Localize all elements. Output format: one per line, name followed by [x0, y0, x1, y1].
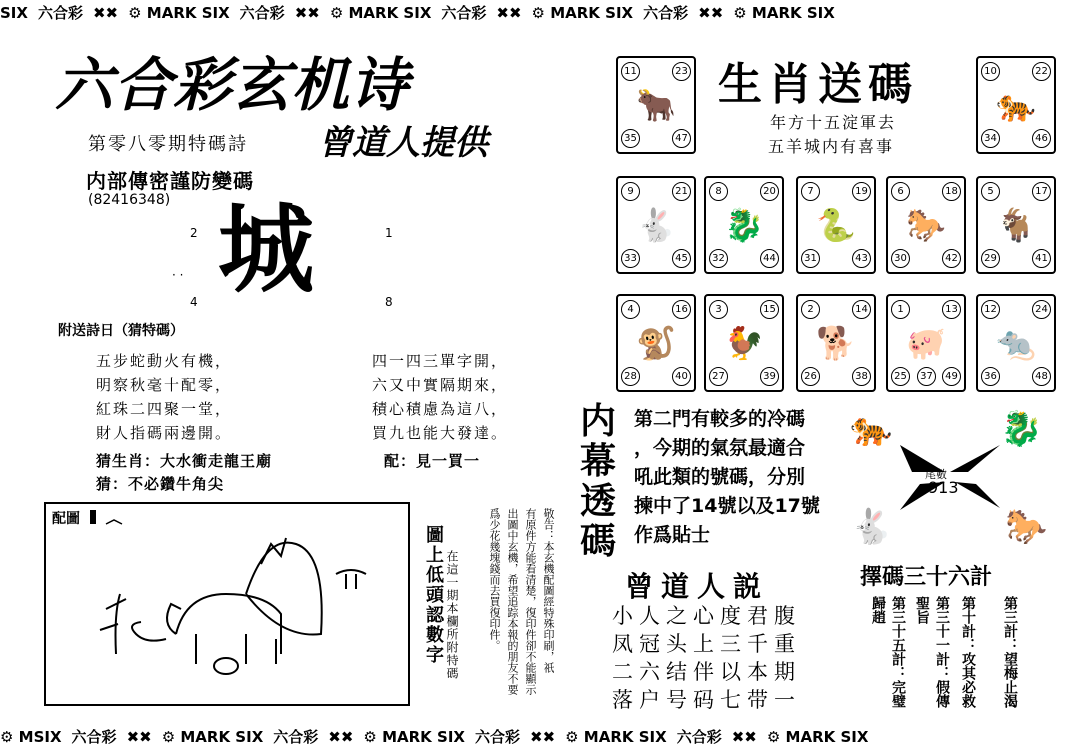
card-number: 3: [709, 300, 728, 319]
card-number: 35: [621, 129, 640, 148]
band-item: 六合彩: [474, 728, 520, 746]
header-band: [0, 0, 1080, 26]
poem-left-line: 紅珠二四聚一堂，: [96, 400, 233, 418]
card-number: 4: [621, 300, 640, 319]
saying-line: 落户号码七带一: [612, 688, 801, 712]
band-item: 六合彩: [643, 4, 689, 22]
band-item: ⚙ MARK SIX: [161, 728, 264, 746]
saying-line: 二六结伴以本期: [612, 660, 801, 684]
inside-line: ，今期的氣氛最適合: [634, 437, 806, 459]
notice-col: 出圖中玄機，希望追踪本報的朋友不要: [506, 508, 519, 695]
ox-icon: 🐂: [636, 86, 676, 124]
inside-line: 作爲貼士: [634, 524, 711, 546]
dragon-icon: 🐉: [724, 206, 764, 244]
page-title: 六合彩玄机诗: [55, 51, 410, 119]
zodiac-poem-line: 五羊城内有喜事: [768, 137, 895, 156]
card-number: 13: [942, 300, 961, 319]
card-number: 10: [981, 62, 1000, 81]
snake-icon: 🐍: [816, 206, 856, 244]
svg-text:🐎: 🐎: [1005, 507, 1048, 547]
notice-col: 爲少花幾塊錢而去買復印件。: [488, 508, 501, 651]
card-number: 33: [621, 249, 640, 268]
card-number: 14: [852, 300, 871, 319]
band-item: ✖✖: [698, 4, 724, 22]
poem-right-line: 四一四三單字開，: [372, 352, 509, 370]
zodiac-card-rooster: [704, 294, 784, 392]
band-item: ⚙ MARK SIX: [329, 4, 432, 22]
card-number: 30: [891, 249, 910, 268]
dots: · ·: [172, 268, 184, 282]
zodiac-card-dog: [796, 294, 876, 392]
strategy-title: 擇碼三十六計: [860, 565, 993, 590]
band-item: 六合彩: [441, 4, 487, 22]
poem-right-line: 買九也能大發達。: [372, 424, 509, 442]
band-item: 六合彩: [37, 4, 83, 22]
card-number: 5: [981, 182, 1000, 201]
rabbit-icon: 🐇: [636, 206, 676, 244]
card-number: 24: [1032, 300, 1051, 319]
card-number: 42: [942, 249, 961, 268]
card-number: 44: [760, 249, 779, 268]
zodiac-card-horse: [886, 176, 966, 274]
card-number: 45: [672, 249, 691, 268]
card-number: 25: [891, 367, 910, 386]
strategy-col: 第三十五計：完璧歸趙: [870, 596, 906, 708]
band-item: 六合彩: [676, 728, 722, 746]
card-number: 19: [852, 182, 871, 201]
band-item: SIX: [0, 4, 28, 22]
card-number: 20: [760, 182, 779, 201]
figure-label: 配圖: [52, 511, 80, 527]
inside-text: [634, 405, 844, 550]
card-number: 40: [672, 367, 691, 386]
card-number: 17: [1032, 182, 1051, 201]
card-number: 43: [852, 249, 871, 268]
band-item: ✖✖: [294, 4, 320, 22]
band-item: 六合彩: [71, 728, 117, 746]
dog-icon: 🐕: [816, 324, 856, 362]
card-number: 38: [852, 367, 871, 386]
band-item: ⚙ MARK SIX: [128, 4, 230, 22]
saying-line: 小人之心度君腹: [612, 604, 801, 628]
big-character: 城: [218, 194, 314, 306]
provider-title: 曾道人提供: [318, 123, 488, 163]
zodiac-card-snake: [796, 176, 876, 274]
saying-title: 曾道人説: [625, 570, 770, 603]
secret-line: 内部傳密謹防變碼: [86, 169, 254, 193]
tiger-icon: 🐅: [996, 86, 1036, 124]
card-number: 28: [621, 367, 640, 386]
poem-left-line: 財人指碼兩邊開。: [96, 424, 233, 442]
card-number: 18: [942, 182, 961, 201]
card-number: 49: [942, 367, 961, 386]
pig-icon: 🐖: [906, 324, 946, 362]
band-item: ⚙ MARK SIX: [531, 4, 634, 22]
card-number: 32: [709, 249, 728, 268]
tail-value: 913: [928, 478, 959, 497]
card-number: 23: [672, 62, 691, 81]
corner-number: 8: [385, 295, 393, 309]
inside-line: 吼此類的號碼，分別: [634, 466, 806, 488]
band-item: ✖✖: [731, 728, 757, 746]
horse-icon: 🐎: [906, 206, 946, 244]
saying-line: 凤冠头上三千重: [612, 632, 801, 656]
saying-grid: [612, 602, 801, 714]
band-item: ⚙ MARK SIX: [733, 4, 835, 22]
match-hint: 配：見一買一: [384, 452, 481, 470]
monkey-icon: 🐒: [636, 324, 676, 362]
corner-number: 2: [190, 226, 198, 240]
zodiac-card-monkey: [616, 294, 696, 392]
card-number: 46: [1032, 129, 1051, 148]
zodiac-card-rabbit: [616, 176, 696, 274]
zodiac-card-pig: [886, 294, 966, 392]
strategy-col: 第三計：望梅止渴: [1002, 596, 1018, 708]
guess-hint: 猜：不必鑽牛角尖: [96, 475, 225, 493]
card-number: 8: [709, 182, 728, 201]
zodiac-card-dragon: [704, 176, 784, 274]
corner-number: 1: [385, 226, 393, 240]
card-number: 47: [672, 129, 691, 148]
band-item: 六合彩: [273, 728, 319, 746]
strategy-col: 第十計：攻其必救: [960, 596, 976, 708]
figure-box: [44, 502, 410, 706]
zodiac-card-ox: [616, 56, 696, 154]
band-item: ⚙ MARK SIX: [766, 728, 869, 746]
band-item: 六合彩: [239, 4, 285, 22]
card-number: 26: [801, 367, 820, 386]
card-number: 7: [801, 182, 820, 201]
poem-left-line: 明察秋毫十配零，: [96, 376, 233, 394]
card-number: 1: [891, 300, 910, 319]
band-item: ✖✖: [328, 728, 354, 746]
zodiac-poem-line: 年方十五淀軍去: [770, 113, 897, 132]
card-number: 16: [672, 300, 691, 319]
band-item: ✖✖: [496, 4, 522, 22]
footer-band: [0, 724, 1080, 750]
phone-number: (82416348): [88, 192, 171, 208]
poem-right-line: 六又中實隔期來，: [372, 376, 509, 394]
band-item: ⚙ MSIX: [0, 728, 62, 746]
card-number: 22: [1032, 62, 1051, 81]
card-number: 21: [672, 182, 691, 201]
notice-col: 敬告：本玄機配圖經特殊印刷，祇: [542, 508, 555, 673]
band-item: ⚙ MARK SIX: [565, 728, 667, 746]
card-number: 12: [981, 300, 1000, 319]
band-item: ✖✖: [530, 728, 556, 746]
issue-label: 第零八零期特碼詩: [88, 134, 248, 155]
inside-label: 内幕透碼: [580, 401, 617, 562]
band-item: ✖✖: [126, 728, 152, 746]
goat-icon: 🐐: [996, 206, 1036, 244]
caption-main: 圖上低頭認數字: [423, 525, 444, 665]
poem-right-line: 積心積慮為這八，: [372, 400, 509, 418]
zodiac-title: 生肖送碼: [718, 59, 918, 110]
inside-line: 第二門有較多的冷碼: [634, 408, 806, 430]
card-number: 11: [621, 62, 640, 81]
card-number: 37: [917, 367, 936, 386]
rooster-icon: 🐓: [724, 324, 764, 362]
caption-sub: 在這一期本欄所附特碼: [445, 550, 459, 680]
card-number: 34: [981, 129, 1000, 148]
card-number: 36: [981, 367, 1000, 386]
zodiac-card-goat: [976, 176, 1056, 274]
zodiac-card-rat: [976, 294, 1056, 392]
card-number: 48: [1032, 367, 1051, 386]
band-item: ⚙ MARK SIX: [363, 728, 465, 746]
poem-left-line: 五步蛇動火有機，: [96, 352, 233, 370]
band-item: ✖✖: [92, 4, 119, 22]
tail-label: 尾數: [925, 468, 947, 481]
zodiac-card-tiger: [976, 56, 1056, 154]
card-number: 2: [801, 300, 820, 319]
svg-text:🐅: 🐅: [850, 409, 893, 449]
card-number: 29: [981, 249, 1000, 268]
card-number: 31: [801, 249, 820, 268]
card-number: 9: [621, 182, 640, 201]
card-number: 27: [709, 367, 728, 386]
inside-line: 揀中了14號以及17號: [634, 495, 820, 517]
card-number: 39: [760, 367, 779, 386]
tail-diagram: [840, 400, 1065, 550]
card-number: 41: [1032, 249, 1051, 268]
poem-title: 附送詩日（猜特碼）: [58, 323, 184, 339]
card-number: 15: [760, 300, 779, 319]
corner-number: 4: [190, 295, 198, 309]
ox-illustration: [46, 504, 408, 704]
rat-icon: 🐀: [996, 324, 1036, 362]
svg-text:🐉: 🐉: [1000, 409, 1043, 449]
svg-text:🐇: 🐇: [850, 507, 893, 547]
strategy-col: 第三十一計：假傳聖旨: [914, 596, 950, 708]
notice-col: 有原件方能看清楚，復印件卻不能顯示: [524, 508, 537, 695]
card-number: 6: [891, 182, 910, 201]
zodiac-hint: 猜生肖：大水衝走龍王廟: [96, 452, 273, 470]
